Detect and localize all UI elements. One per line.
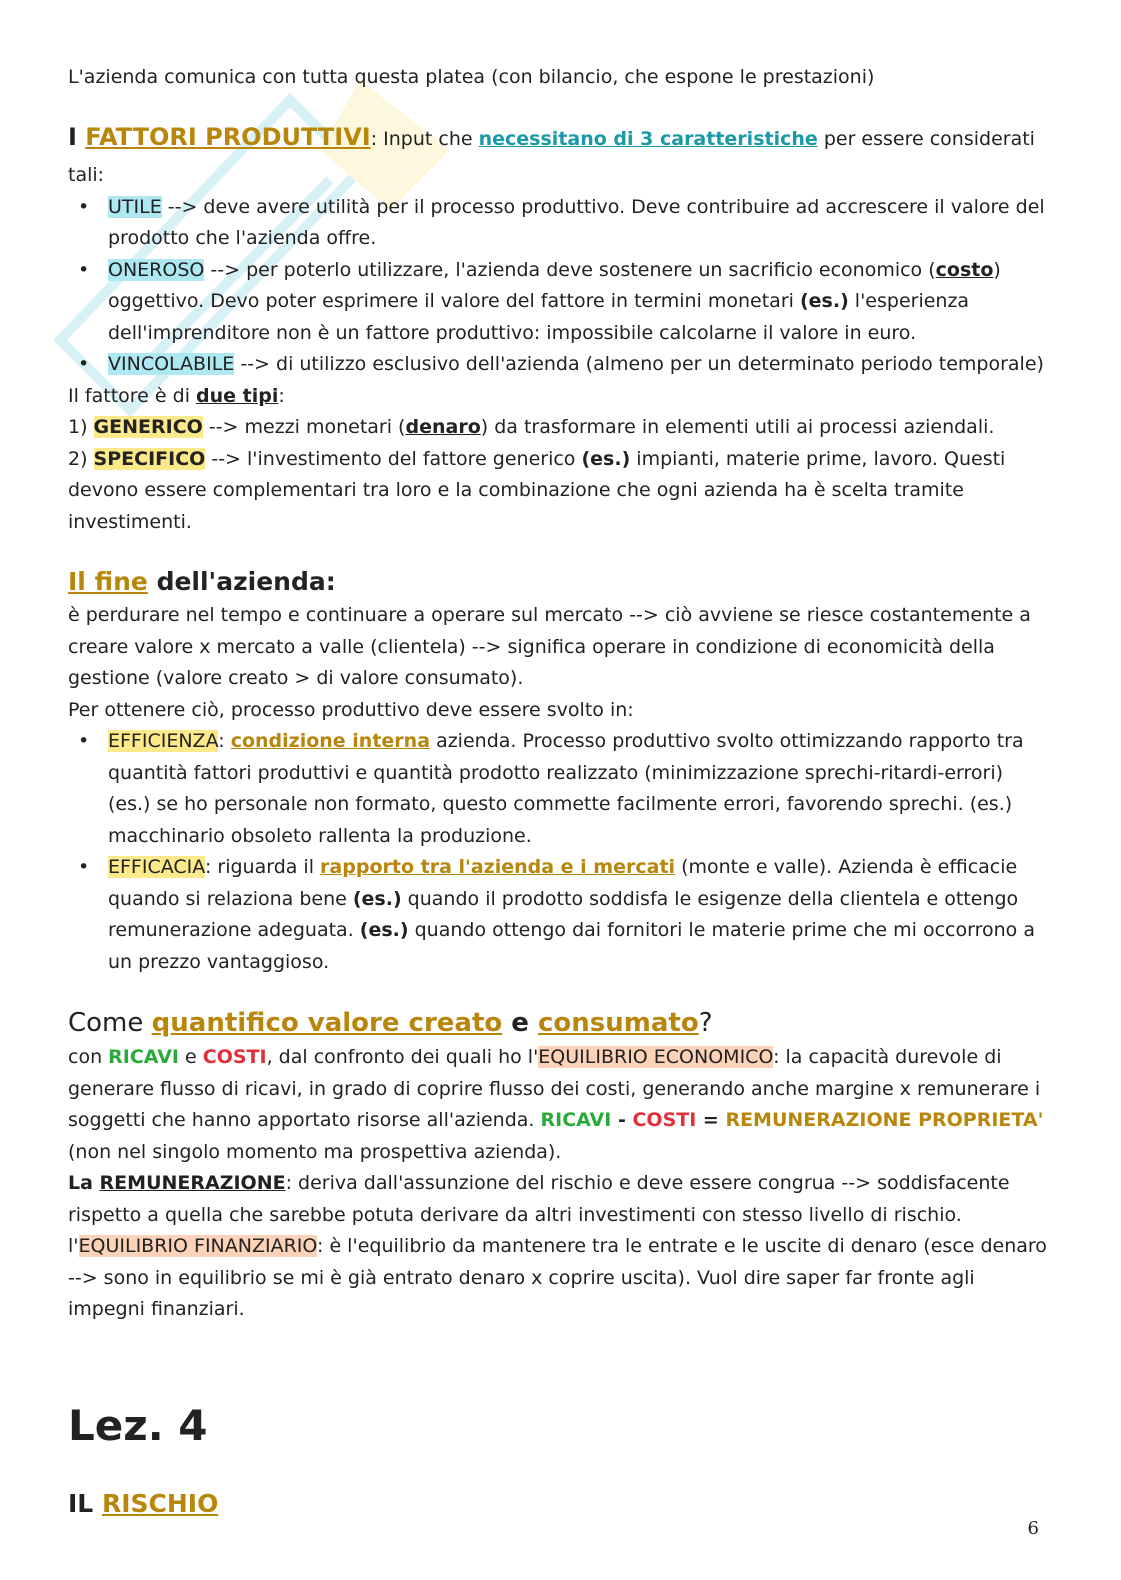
- formula-equals: =: [696, 1109, 726, 1131]
- text: : è l'equilibrio da mantenere tra le entrate e le uscite di denaro (esce denaro --> sono in equilibrio se mi è già entrato denaro x coprire uscita). Vuol dire saper far fronte agli impegni finanziari.: [68, 1235, 1047, 1320]
- ricavi-label: RICAVI: [108, 1046, 179, 1068]
- tipi-line: [68, 381, 1048, 413]
- fine-link[interactable]: Il fine: [68, 567, 148, 596]
- valore-creato-link[interactable]: quantifico valore creato: [151, 1008, 503, 1038]
- bold-denaro: denaro: [405, 416, 481, 438]
- rem-la: La: [68, 1172, 100, 1194]
- term-generico: GENERICO: [93, 416, 203, 438]
- rischio-link[interactable]: RISCHIO: [101, 1488, 219, 1518]
- due-tipi: due tipi: [196, 384, 279, 407]
- fattori-after-link: per essere considerati tali:: [68, 127, 1035, 186]
- item-text: l'esperienza dell'imprenditore non è un fattore produttivo: impossibile calcolarne il valore in euro.: [108, 290, 970, 344]
- text: l': [68, 1235, 79, 1257]
- item-text: :: [218, 730, 231, 752]
- fine-paragraph-2: Per ottenere ciò, processo produttivo deve essere svolto in:: [68, 698, 634, 721]
- term-vincolabile: VINCOLABILE: [108, 353, 235, 375]
- item-text: --> di utilizzo esclusivo dell'azienda (almeno per un determinato periodo temporale): [234, 353, 1044, 375]
- formula-costi: COSTI: [632, 1109, 697, 1131]
- list-item: [68, 192, 1048, 255]
- spec-text: impianti, materie prime, lavoro. Questi devono essere complementari tra loro e la combinazione che ogni azienda ha è scelta tramite investimenti.: [68, 447, 1006, 533]
- come-and: e: [502, 1008, 538, 1038]
- fine-heading: [68, 564, 1048, 600]
- item-text: quando ottengo dai fornitori le materie prime che mi occorrono a un prezzo vantaggioso.: [108, 919, 1035, 973]
- equilibrio-economico: EQUILIBRIO ECONOMICO: [538, 1046, 774, 1068]
- item-text: --> per poterlo utilizzare, l'azienda deve sostenere un sacrificio economico (: [204, 258, 936, 281]
- fattori-title: FATTORI PRODUTTIVI: [85, 122, 371, 151]
- formula-minus: -: [611, 1109, 633, 1131]
- text: , dal confronto dei quali ho l': [266, 1046, 539, 1068]
- come-paragraph: [68, 1042, 1048, 1168]
- item-text: : riguarda il: [204, 856, 321, 878]
- text: e: [179, 1046, 203, 1068]
- remunerazione-paragraph: [68, 1168, 1048, 1231]
- es-label: (es.): [799, 290, 849, 312]
- finanziario-paragraph: [68, 1231, 1048, 1326]
- gen-text: ) da trasformare in elementi utili ai processi aziendali.: [480, 416, 995, 438]
- text: : deriva dall'assunzione del rischio e deve essere congrua --> soddisfacente rispetto a quella che sarebbe potuta derivare da altri investimenti con stesso livello di rischio.: [68, 1172, 1010, 1226]
- bold-costo: costo: [935, 258, 994, 281]
- page-number: 6: [1027, 1518, 1039, 1539]
- item-text: quando il prodotto soddisfa le esigenze della clientela e ottengo remunerazione adeguata.: [108, 887, 1019, 941]
- rischio-heading: [68, 1486, 1048, 1522]
- tipi-text: Il fattore è di: [68, 384, 197, 407]
- come-heading: [68, 1004, 1048, 1042]
- item-text: azienda. Processo produttivo svolto ottimizzando rapporto tra quantità fattori produttivi e quantità prodotto realizzato (minimizzazione sprechi-ritardi-errori) (es.) se ho personale non formato, questo commette facilmente errori, favorendo sprechi. (es.) macchinario obsoleto rallenta la produzione.: [108, 730, 1024, 847]
- come-text: Come: [68, 1008, 152, 1038]
- intro-text: L'azienda comunica con tutta questa platea (con bilancio, che espone le prestazioni): [68, 66, 875, 88]
- costi-label: COSTI: [202, 1046, 267, 1068]
- lezione-heading: Lez. 4: [68, 1400, 208, 1450]
- es-label: (es.): [581, 447, 631, 470]
- gen-num: 1): [68, 416, 94, 438]
- rischio-prefix: IL: [68, 1488, 102, 1518]
- fattori-list: [68, 192, 1048, 381]
- remunerazione-term: REMUNERAZIONE: [99, 1172, 286, 1194]
- formula-ricavi: RICAVI: [540, 1109, 612, 1131]
- item-text: ) oggettivo. Devo poter esprimere il valore del fattore in termini monetari: [108, 258, 1001, 312]
- fine-paragraph: è perdurare nel tempo e continuare a operare sul mercato --> ciò avviene se riesce costantemente a creare valore x mercato a valle (clientela) --> significa operare in condizione di economicità della gestione (valore creato > di valore consumato).: [68, 604, 1031, 689]
- generico-line: [68, 412, 1048, 444]
- list-item: [68, 255, 1048, 350]
- fattori-after-title: : Input che: [370, 127, 479, 150]
- text: (non nel singolo momento ma prospettiva azienda).: [68, 1140, 562, 1163]
- spec-num: 2): [68, 447, 94, 470]
- come-qmark: ?: [698, 1008, 713, 1038]
- term-oneroso: ONEROSO: [108, 258, 205, 281]
- fattori-prefix: I: [68, 122, 86, 151]
- fattori-link[interactable]: necessitano di 3 caratteristiche: [478, 127, 818, 150]
- item-text: --> deve avere utilità per il processo produttivo. Deve contribuire ad accrescere il valore del prodotto che l'azienda offre.: [108, 195, 1045, 249]
- fine-list: [68, 726, 1048, 978]
- list-item: [68, 349, 1048, 381]
- term-efficienza: EFFICIENZA: [108, 730, 219, 752]
- text: con: [68, 1046, 109, 1068]
- equilibrio-finanziario: EQUILIBRIO FINANZIARIO: [78, 1235, 318, 1257]
- term-specifico: SPECIFICO: [93, 447, 206, 470]
- formula-remunerazione: REMUNERAZIONE PROPRIETA': [725, 1109, 1044, 1131]
- item-text: (monte e valle). Azienda è efficacie quando si relaziona bene: [108, 856, 1018, 910]
- fattori-heading: [68, 120, 1048, 192]
- tipi-colon: :: [278, 384, 285, 407]
- list-item: [68, 852, 1048, 978]
- consumato-link[interactable]: consumato: [538, 1008, 699, 1038]
- es-label: (es.): [359, 919, 409, 941]
- es-label: (es.): [352, 887, 402, 910]
- term-utile: UTILE: [108, 195, 162, 218]
- gen-text: --> mezzi monetari (: [202, 416, 406, 438]
- fine-title-rest: dell'azienda:: [147, 567, 336, 596]
- term-efficacia: EFFICACIA: [108, 856, 205, 878]
- text: : la capacità durevole di generare flusso di ricavi, in grado di coprire flusso dei costi, generando anche margine x remunerare i soggetti che hanno apportato risorse all'azienda.: [68, 1046, 1041, 1131]
- list-item: [68, 726, 1048, 852]
- condizione-interna-link[interactable]: condizione interna: [230, 730, 431, 752]
- rapporto-link[interactable]: rapporto tra l'azienda e i mercati: [320, 856, 676, 878]
- document-page: [68, 62, 1048, 1522]
- specifico-line: [68, 444, 1048, 539]
- spec-text: --> l'investimento del fattore generico: [205, 447, 582, 470]
